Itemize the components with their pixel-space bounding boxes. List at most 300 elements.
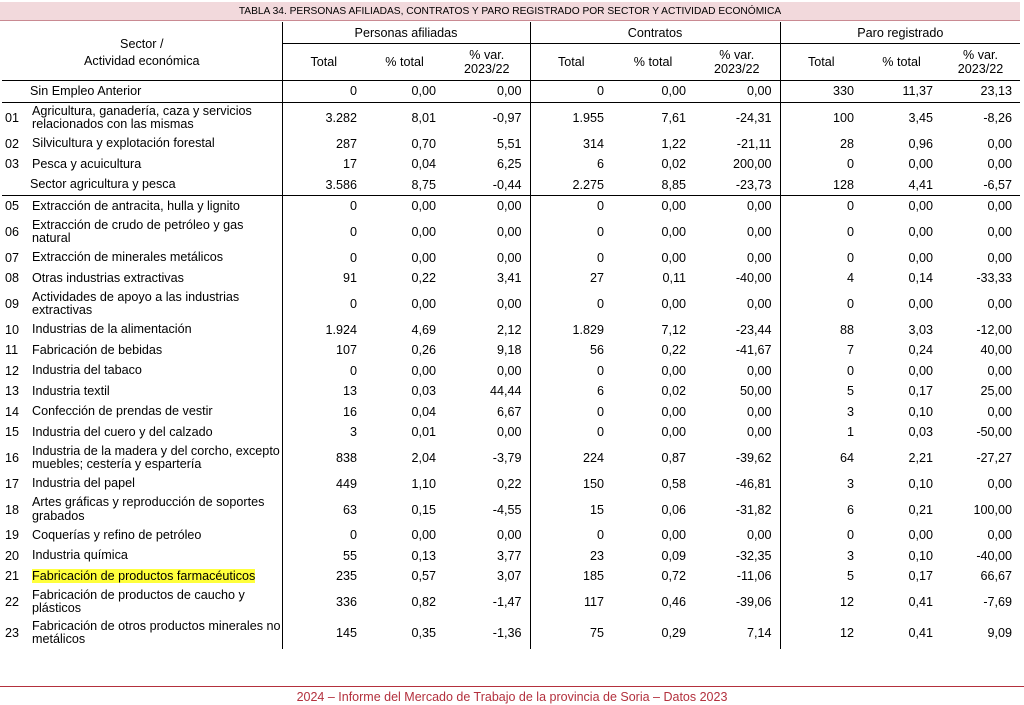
table-row: [2, 381, 1020, 402]
cell-afiliadas-pct: 0,35: [411, 626, 437, 640]
activity-name: Fabricación de bebidas: [32, 342, 163, 357]
cell-paro-var: -6,57: [941, 175, 1020, 196]
cell-paro-total: 88: [780, 320, 862, 341]
cell-contratos-total: 314: [530, 134, 612, 155]
page-footer: 2024 – Informe del Mercado de Trabajo de la provincia de Soria – Datos 2023: [296, 690, 728, 704]
cell-contratos-pct: 0,22: [661, 343, 687, 358]
activity-name: Pesca y acuicultura: [32, 156, 142, 171]
cell-afiliadas-total: 13: [282, 381, 365, 402]
activity-name: Industria textil: [32, 383, 110, 398]
cell-contratos-total: 224: [530, 443, 612, 474]
activity-name: Industria del papel: [32, 476, 135, 490]
header-group-row: [2, 22, 1020, 44]
table-body: [2, 81, 1020, 649]
cell-contratos-pct: 0,00: [661, 404, 687, 419]
activity-code: 07: [5, 250, 20, 265]
cell-contratos-var: -11,06: [736, 569, 772, 584]
cell-afiliadas-var: 3,77: [497, 548, 522, 563]
cell-paro-var: 0,00: [987, 250, 1013, 265]
cell-afiliadas-total: 107: [282, 340, 365, 361]
cell-afiliadas-total: 0: [282, 81, 365, 103]
cell-contratos-var: 0,00: [747, 225, 772, 239]
cell-afiliadas-total: 3: [282, 422, 365, 443]
cell-paro-pct: 0,10: [908, 548, 934, 563]
cell-paro-pct: 0,96: [908, 136, 934, 151]
activity-name: Sector agricultura y pesca: [30, 175, 282, 196]
cell-afiliadas-var: 0,00: [497, 425, 522, 440]
cell-contratos-total: 6: [530, 154, 612, 175]
activity-code: 09: [5, 297, 20, 311]
cell-paro-var: 23,13: [941, 81, 1020, 103]
cell-contratos-total: 0: [530, 248, 612, 269]
cell-paro-pct: 0,00: [908, 157, 934, 172]
cell-contratos-total: 75: [530, 618, 612, 649]
table-row: [2, 289, 1020, 320]
activity-name: Extracción de antracita, hulla y lignito: [32, 198, 240, 213]
cell-paro-var: 0,00: [987, 528, 1013, 543]
cell-afiliadas-var: -1,47: [492, 595, 522, 609]
cell-afiliadas-pct: 0,00: [411, 528, 437, 543]
cell-contratos-total: 117: [530, 587, 612, 618]
cell-afiliadas-pct: 0,22: [411, 271, 437, 286]
cell-afiliadas-pct: 0,15: [411, 502, 437, 517]
col-header-pct: % total: [612, 44, 694, 81]
cell-paro-var: -8,26: [983, 111, 1013, 125]
cell-afiliadas-pct: 2,04: [411, 451, 437, 465]
cell-contratos-pct: 0,02: [661, 384, 687, 399]
cell-paro-pct: 3,03: [908, 322, 934, 337]
cell-afiliadas-var: -4,55: [492, 502, 522, 517]
cell-paro-pct: 0,03: [908, 425, 934, 440]
cell-contratos-var: 0,00: [747, 425, 772, 440]
cell-paro-total: 0: [780, 289, 862, 320]
cell-contratos-total: 0: [530, 422, 612, 443]
cell-afiliadas-total: 838: [282, 443, 365, 474]
cell-contratos-pct: 0,06: [661, 502, 687, 517]
cell-afiliadas-total: 235: [282, 566, 365, 587]
cell-contratos-pct: 0,00: [661, 297, 687, 311]
cell-afiliadas-total: 91: [282, 268, 365, 289]
cell-afiliadas-pct: 0,26: [411, 343, 437, 358]
cell-contratos-total: 23: [530, 546, 612, 567]
cell-contratos-pct: 1,22: [661, 136, 687, 151]
activity-name: Actividades de apoyo a las industrias extractivas: [32, 289, 240, 317]
cell-paro-var: 0,00: [987, 363, 1013, 378]
cell-contratos-var: -32,35: [735, 548, 772, 563]
cell-afiliadas-var: 9,18: [497, 343, 522, 358]
group-header-paro: Paro registrado: [780, 22, 1020, 44]
activity-code: 21: [5, 569, 20, 584]
table-row: [2, 154, 1020, 175]
activity-name: Otras industrias extractivas: [32, 270, 184, 285]
activity-name: Industria del tabaco: [32, 363, 142, 377]
data-table: [2, 22, 1020, 649]
cell-paro-total: 3: [780, 402, 862, 423]
activity-code: 12: [5, 363, 20, 378]
activity-name: Extracción de crudo de petróleo y gas natural: [32, 217, 244, 245]
activity-name: Sin Empleo Anterior: [30, 81, 282, 103]
cell-contratos-var: -46,81: [735, 476, 772, 491]
cell-afiliadas-var: -1,36: [492, 626, 522, 640]
cell-afiliadas-var: 2,12: [497, 322, 522, 337]
activity-name: Industria del cuero y del calzado: [32, 424, 213, 439]
cell-contratos-total: 1.955: [530, 102, 612, 134]
cell-paro-total: 3: [780, 546, 862, 567]
cell-afiliadas-total: 336: [282, 587, 365, 618]
cell-paro-var: 0,00: [987, 225, 1013, 239]
cell-afiliadas-total: 287: [282, 134, 365, 155]
cell-afiliadas-total: 63: [282, 494, 365, 525]
cell-contratos-total: 0: [530, 196, 612, 217]
cell-afiliadas-pct: 0,00: [365, 81, 444, 103]
activity-name: Fabricación de otros productos minerales no metálicos: [32, 618, 281, 646]
row-sin-empleo: [2, 81, 1020, 103]
cell-afiliadas-var: 44,44: [490, 384, 522, 399]
cell-contratos-pct: 0,02: [661, 157, 687, 172]
activity-code: 14: [5, 404, 20, 419]
activity-name: Industria química: [32, 548, 128, 562]
cell-paro-total: 330: [780, 81, 862, 103]
cell-contratos-var: 7,14: [747, 626, 772, 640]
footer-rule: [0, 686, 1024, 687]
cell-paro-total: 100: [780, 102, 862, 134]
cell-contratos-total: 6: [530, 381, 612, 402]
group-header-afiliadas: Personas afiliadas: [282, 22, 530, 44]
cell-afiliadas-total: 3.282: [282, 102, 365, 134]
cell-afiliadas-var: 0,00: [497, 250, 522, 265]
table-row: [2, 134, 1020, 155]
cell-contratos-total: 0: [530, 217, 612, 248]
cell-contratos-pct: 0,00: [661, 425, 687, 440]
cell-paro-total: 12: [780, 618, 862, 649]
cell-paro-total: 3: [780, 474, 862, 495]
cell-contratos-pct: 0,09: [661, 548, 687, 563]
cell-contratos-var: 0,00: [747, 250, 772, 265]
activity-code: 05: [5, 199, 20, 214]
sector-header-line2: Actividad económica: [84, 54, 200, 68]
cell-contratos-var: 0,00: [747, 528, 772, 543]
cell-contratos-var: 0,00: [747, 297, 772, 311]
cell-afiliadas-var: -3,79: [492, 451, 522, 465]
cell-paro-total: 0: [780, 361, 862, 382]
table-row: [2, 546, 1020, 567]
cell-afiliadas-var: 6,25: [497, 157, 522, 172]
cell-afiliadas-var: 5,51: [497, 136, 522, 151]
cell-contratos-pct: 0,72: [661, 569, 687, 584]
table-row: [2, 422, 1020, 443]
cell-contratos-pct: 0,11: [662, 271, 687, 286]
cell-paro-pct: 0,00: [908, 199, 934, 214]
cell-afiliadas-pct: 0,04: [411, 157, 437, 172]
cell-afiliadas-total: 0: [282, 196, 365, 217]
cell-paro-total: 0: [780, 525, 862, 546]
activity-code: [2, 81, 30, 103]
cell-paro-total: 0: [780, 196, 862, 217]
cell-afiliadas-var: 0,00: [497, 199, 522, 214]
cell-paro-total: 5: [780, 381, 862, 402]
highlighted-activity-name: Fabricación de productos farmacéuticos: [32, 568, 256, 583]
cell-paro-var: 0,00: [987, 404, 1013, 419]
cell-paro-var: 0,00: [987, 136, 1013, 151]
table-row: [2, 525, 1020, 546]
cell-contratos-total: 150: [530, 474, 612, 495]
cell-afiliadas-total: 449: [282, 474, 365, 495]
cell-afiliadas-total: 0: [282, 289, 365, 320]
cell-paro-total: 0: [780, 154, 862, 175]
cell-afiliadas-var: 3,41: [497, 271, 522, 286]
table-row: [2, 566, 1020, 587]
cell-contratos-pct: 0,87: [661, 451, 687, 465]
cell-paro-total: 6: [780, 494, 862, 525]
cell-paro-var: 0,00: [987, 297, 1013, 311]
cell-paro-var: -7,69: [983, 595, 1013, 609]
col-header-total: Total: [530, 44, 612, 81]
cell-paro-total: 0: [780, 248, 862, 269]
cell-afiliadas-pct: 0,01: [411, 425, 437, 440]
activity-name: Industria de la madera y del corcho, excepto muebles; cestería y espartería: [32, 443, 280, 471]
cell-contratos-var: -21,11: [736, 136, 772, 151]
table-row: [2, 102, 1020, 134]
col-header-var: [444, 44, 530, 81]
row-sector-total: [2, 175, 1020, 196]
activity-name: Coquerías y refino de petróleo: [32, 527, 202, 542]
cell-contratos-var: 0,00: [747, 363, 772, 378]
col-header-var-line1: % var.: [963, 48, 999, 62]
cell-afiliadas-total: 16: [282, 402, 365, 423]
cell-contratos-pct: 0,00: [661, 363, 687, 378]
cell-contratos-total: 0: [530, 525, 612, 546]
cell-paro-pct: 2,21: [908, 451, 934, 465]
cell-contratos-var: -39,62: [735, 451, 772, 465]
cell-contratos-pct: 0,00: [612, 81, 694, 103]
cell-paro-pct: 0,00: [908, 250, 934, 265]
cell-paro-var: 40,00: [980, 343, 1013, 358]
cell-paro-total: 28: [780, 134, 862, 155]
cell-contratos-pct: 0,00: [661, 528, 687, 543]
activity-name: Artes gráficas y reproducción de soportes grabados: [32, 495, 265, 523]
cell-paro-pct: 4,41: [862, 175, 941, 196]
cell-paro-var: -12,00: [976, 322, 1013, 337]
cell-paro-pct: 0,41: [908, 595, 934, 609]
cell-paro-pct: 0,17: [908, 569, 934, 584]
cell-afiliadas-pct: 1,10: [411, 476, 437, 491]
cell-afiliadas-pct: 0,00: [411, 363, 437, 378]
activity-code: 02: [5, 136, 20, 151]
table-row: [2, 361, 1020, 382]
activity-name: Agricultura, ganadería, caza y servicios relacionados con las mismas: [32, 103, 252, 131]
cell-afiliadas-total: 0: [282, 248, 365, 269]
col-header-var-line1: % var.: [719, 48, 755, 62]
cell-paro-pct: 0,00: [908, 528, 934, 543]
cell-paro-var: -27,27: [976, 451, 1013, 465]
col-header-var-line2: 2023/22: [957, 62, 1004, 76]
activity-name: Industrias de la alimentación: [32, 322, 192, 336]
table-row: [2, 248, 1020, 269]
cell-paro-pct: 0,00: [908, 225, 934, 239]
sector-header-line1: Sector /: [120, 37, 164, 51]
cell-contratos-pct: 7,61: [661, 111, 687, 125]
cell-contratos-total: 1.829: [530, 320, 612, 341]
cell-afiliadas-var: 3,07: [497, 569, 522, 584]
cell-contratos-pct: 7,12: [661, 322, 687, 337]
cell-afiliadas-var: -0,44: [444, 175, 530, 196]
cell-paro-pct: 0,24: [908, 343, 934, 358]
cell-afiliadas-pct: 0,00: [411, 250, 437, 265]
cell-afiliadas-pct: 0,04: [411, 404, 437, 419]
cell-paro-var: 0,00: [987, 157, 1013, 172]
cell-afiliadas-pct: 8,01: [411, 111, 437, 125]
cell-afiliadas-total: 1.924: [282, 320, 365, 341]
cell-contratos-total: 27: [530, 268, 612, 289]
activity-code: 18: [5, 502, 20, 517]
activity-name: Extracción de minerales metálicos: [32, 250, 224, 264]
cell-contratos-total: 2.275: [530, 175, 612, 196]
cell-paro-total: 1: [780, 422, 862, 443]
col-header-pct: % total: [862, 44, 941, 81]
cell-contratos-pct: 0,58: [661, 476, 687, 491]
cell-contratos-total: 56: [530, 340, 612, 361]
cell-afiliadas-pct: 0,00: [411, 199, 437, 214]
table-title: TABLA 34. PERSONAS AFILIADAS, CONTRATOS Y PARO REGISTRADO POR SECTOR Y ACTIVIDAD ECONÓMICA: [0, 2, 1020, 21]
cell-paro-pct: 0,21: [908, 502, 934, 517]
activity-name: Confección de prendas de vestir: [32, 404, 213, 418]
cell-afiliadas-var: 0,00: [497, 528, 522, 543]
cell-afiliadas-var: 0,00: [497, 363, 522, 378]
cell-contratos-total: 0: [530, 402, 612, 423]
cell-paro-total: 64: [780, 443, 862, 474]
col-header-var-line2: 2023/22: [714, 62, 760, 76]
cell-paro-var: -40,00: [976, 548, 1013, 563]
cell-contratos-var: 0,00: [747, 404, 772, 419]
cell-contratos-total: 185: [530, 566, 612, 587]
cell-paro-var: 9,09: [987, 626, 1013, 640]
col-header-var: [694, 44, 780, 81]
cell-afiliadas-pct: 0,57: [411, 569, 437, 584]
cell-afiliadas-var: 0,00: [497, 297, 522, 311]
table-row: [2, 340, 1020, 361]
cell-contratos-var: -39,06: [735, 595, 772, 609]
cell-afiliadas-var: 0,00: [444, 81, 530, 103]
cell-contratos-var: 200,00: [733, 157, 772, 172]
activity-name-cell: [30, 566, 282, 587]
cell-afiliadas-total: 55: [282, 546, 365, 567]
cell-paro-pct: 0,10: [908, 404, 934, 419]
cell-paro-total: 5: [780, 566, 862, 587]
cell-afiliadas-var: 0,22: [497, 476, 522, 491]
cell-contratos-total: 0: [530, 289, 612, 320]
cell-contratos-var: 0,00: [747, 199, 772, 214]
cell-paro-total: 7: [780, 340, 862, 361]
activity-code: 10: [5, 322, 20, 337]
cell-afiliadas-var: 6,67: [497, 404, 522, 419]
cell-paro-var: 0,00: [987, 476, 1013, 491]
cell-paro-pct: 0,00: [908, 297, 934, 311]
table-row: [2, 402, 1020, 423]
activity-code: 11: [5, 343, 19, 358]
activity-code: [2, 175, 30, 196]
cell-contratos-total: 0: [530, 81, 612, 103]
table-row: [2, 618, 1020, 649]
table-row: [2, 320, 1020, 341]
activity-code: 15: [5, 425, 20, 440]
cell-paro-pct: 3,45: [908, 111, 934, 125]
cell-paro-total: 0: [780, 217, 862, 248]
col-header-pct: % total: [365, 44, 444, 81]
activity-code: 19: [5, 528, 20, 543]
activity-code: 13: [5, 384, 20, 399]
cell-paro-var: -33,33: [976, 271, 1013, 286]
cell-contratos-var: -41,67: [735, 343, 772, 358]
cell-contratos-pct: 0,00: [661, 225, 687, 239]
col-header-var: [941, 44, 1020, 81]
cell-contratos-var: 0,00: [694, 81, 780, 103]
cell-afiliadas-total: 0: [282, 525, 365, 546]
cell-afiliadas-pct: 4,69: [411, 322, 437, 337]
col-header-var-line2: 2023/22: [464, 62, 510, 76]
cell-contratos-pct: 0,29: [661, 626, 687, 640]
cell-afiliadas-total: 0: [282, 217, 365, 248]
cell-contratos-var: -40,00: [735, 271, 772, 286]
table-row: [2, 268, 1020, 289]
cell-paro-pct: 0,00: [908, 363, 934, 378]
table-row: [2, 587, 1020, 618]
cell-afiliadas-pct: 0,13: [411, 548, 437, 563]
col-header-var-line1: % var.: [469, 48, 505, 62]
activity-code: 08: [5, 271, 20, 286]
cell-paro-var: 66,67: [980, 569, 1013, 584]
table-row: [2, 443, 1020, 474]
activity-code: 23: [5, 626, 20, 640]
cell-afiliadas-var: 0,00: [497, 225, 522, 239]
cell-afiliadas-var: -0,97: [492, 111, 522, 125]
activity-code: 22: [5, 595, 20, 609]
table-row: [2, 474, 1020, 495]
cell-paro-pct: 11,37: [862, 81, 941, 103]
cell-contratos-pct: 0,00: [661, 250, 687, 265]
cell-afiliadas-pct: 0,03: [411, 384, 437, 399]
activity-name: Silvicultura y explotación forestal: [32, 136, 215, 150]
activity-name: Fabricación de productos de caucho y plásticos: [32, 587, 245, 615]
activity-code: 17: [5, 476, 20, 491]
cell-afiliadas-pct: 0,70: [411, 136, 437, 151]
cell-contratos-var: -31,82: [735, 502, 772, 517]
cell-contratos-var: -24,31: [735, 111, 772, 125]
cell-afiliadas-pct: 0,00: [411, 297, 437, 311]
cell-paro-pct: 0,41: [908, 626, 934, 640]
col-header-total: Total: [780, 44, 862, 81]
cell-afiliadas-total: 145: [282, 618, 365, 649]
cell-paro-var: 0,00: [987, 199, 1013, 214]
cell-afiliadas-total: 17: [282, 154, 365, 175]
col-header-total: Total: [282, 44, 365, 81]
cell-paro-total: 128: [780, 175, 862, 196]
cell-contratos-pct: 0,00: [661, 199, 687, 214]
cell-paro-pct: 0,10: [908, 476, 934, 491]
cell-paro-total: 12: [780, 587, 862, 618]
sector-header: [2, 22, 282, 81]
cell-paro-var: 25,00: [980, 384, 1013, 399]
cell-afiliadas-total: 3.586: [282, 175, 365, 196]
cell-contratos-var: -23,73: [694, 175, 780, 196]
cell-contratos-var: -23,44: [735, 322, 772, 337]
cell-contratos-pct: 0,46: [661, 595, 687, 609]
cell-contratos-total: 0: [530, 361, 612, 382]
group-header-contratos: Contratos: [530, 22, 780, 44]
cell-paro-var: 100,00: [973, 502, 1013, 517]
cell-contratos-total: 15: [530, 494, 612, 525]
cell-contratos-pct: 8,85: [612, 175, 694, 196]
cell-afiliadas-pct: 0,00: [411, 225, 437, 239]
